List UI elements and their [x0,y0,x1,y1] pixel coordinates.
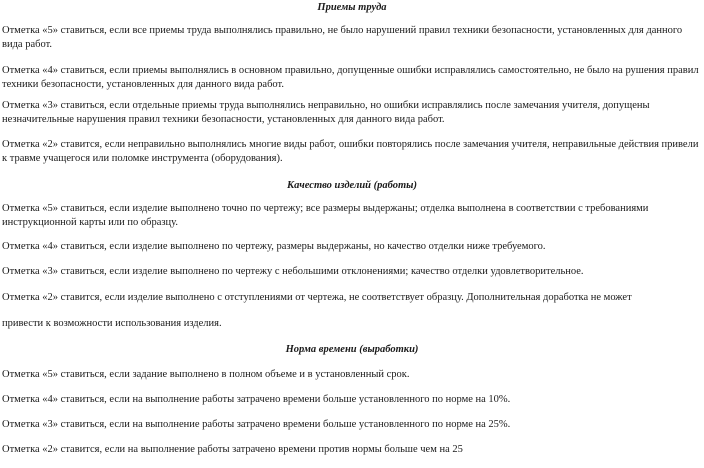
paragraph-time-grade-2: Отметка «2» ставится, если на выполнение работы затрачено времени против нормы больше чем на 25 [2,444,463,455]
paragraph-quality-grade-2-continued: привести к возможности использования изделия. [2,318,222,329]
paragraph-time-grade-4: Отметка «4» ставиться, если на выполнение работы затрачено времени больше установленного по норме на 10%. [2,394,511,405]
section-heading-product-quality: Качество изделий (работы) [287,180,417,191]
paragraph-methods-grade-3: Отметка «3» ставиться, если отдельные приемы труда выполнялись неправильно, но ошибки исправлялись после замечания учителя, допущены незначительные нарушения правил техники безопасности, установленных для данного вида работ. [2,100,650,125]
section-heading-time-norm: Норма времени (выработки) [285,344,419,355]
paragraph-quality-grade-3: Отметка «3» ставиться, если изделие выполнено по чертежу с небольшими отклонениями; качество отделки удовлетворительное. [2,266,584,277]
paragraph-quality-grade-4: Отметка «4» ставиться, если изделие выполнено по чертежу, размеры выдержаны, но качество отделки ниже требуемого. [2,241,546,252]
section-heading-work-methods: Приемы труда [317,2,387,13]
paragraph-quality-grade-2: Отметка «2» ставится, если изделие выполнено с отступлениями от чертежа, не соответствует образцу. Дополнительная доработка не может [2,292,632,303]
paragraph-time-grade-5: Отметка «5» ставиться, если задание выполнено в полном объеме и в установленный срок. [2,369,410,380]
paragraph-time-grade-3: Отметка «3» ставиться, если на выполнение работы затрачено времени больше установленного по норме на 25%. [2,419,511,430]
paragraph-methods-grade-4: Отметка «4» ставиться, если приемы выполнялись в основном правильно, допущенные ошибки исправлялись самостоятельно, не было на рушения правил техники безопасности, установленных для данного вида работ. [2,65,699,90]
paragraph-quality-grade-5: Отметка «5» ставиться, если изделие выполнено точно по чертежу; все размеры выдержаны; отделка выполнена в соответствии с требованиями инструкционной карты или по образцу. [2,203,649,228]
paragraph-methods-grade-2: Отметка «2» ставится, если неправильно выполнялись многие виды работ, ошибки повторялись после замечания учителя, неправильные действия привели к травме учащегося или поломке инструмента (оборудования). [2,139,699,164]
paragraph-methods-grade-5: Отметка «5» ставиться, если все приемы труда выполнялись правильно, не было нарушений правил техники безопасности, установленных для данного вида работ. [2,25,683,50]
